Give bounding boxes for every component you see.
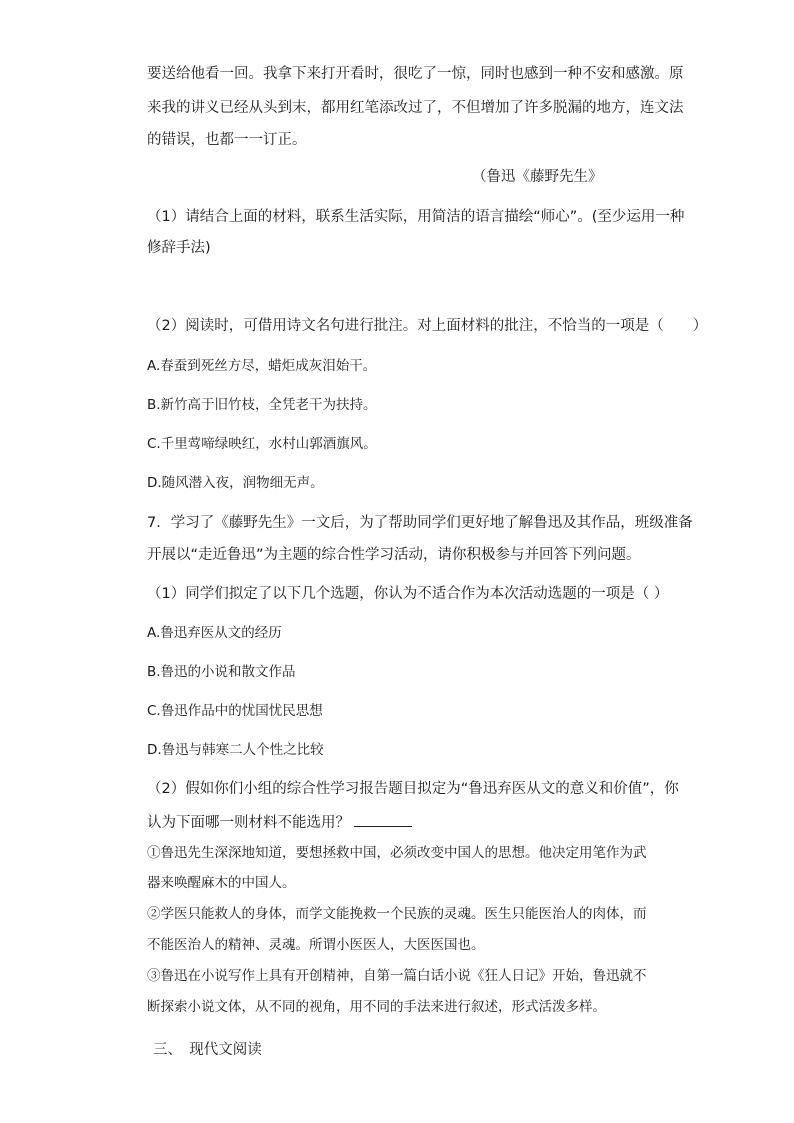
q7-sub1-option-d: D.鲁迅与韩寒二人个性之比较	[147, 742, 324, 758]
q7-sub1-stem: （1）同学们拟定了以下几个选题，你认为不适合作为本次活动选题的一项是（ ）	[147, 586, 669, 602]
passage-line-3: 的错误，也都一一订正。	[147, 132, 307, 148]
q7-sub1-option-a: A.鲁迅弃医从文的经历	[147, 625, 282, 641]
material-2-line-1: ②学医只能救人的身体，而学文能挽救一个民族的灵魂。医生只能医治人的肉体，而	[147, 906, 647, 922]
q7-sub2-stem-line-1: （2）假如你们小组的综合性学习报告题目拟定为“鲁迅弃医从文的意义和价值”，你	[147, 781, 679, 797]
q2-option-d: D.随风潜入夜，润物细无声。	[147, 475, 324, 491]
q1-stem-line-2: 修辞手法)	[147, 240, 211, 256]
q2-stem: （2）阅读时，可借用诗文名句进行批注。对上面材料的批注，不恰当的一项是（ ）	[147, 318, 708, 334]
passage-line-2: 来我的讲义已经从头到末，都用红笔添改过了，不但增加了许多脱漏的地方，连文法	[147, 100, 684, 116]
passage-line-1: 要送给他看一回。我拿下来打开看时，很吃了一惊，同时也感到一种不安和感激。原	[147, 66, 684, 82]
section-heading: 三、 现代文阅读	[153, 1042, 262, 1058]
q2-option-a: A.春蚕到死丝方尽，蜡炬成灰泪始干。	[147, 358, 377, 374]
q7-sub2-stem-line-2	[147, 812, 412, 833]
material-3-line-2: 断探索小说文体，从不同的视角，用不同的手法来进行叙述，形式活泼多样。	[147, 999, 606, 1015]
q2-option-c: C.千里莺啼绿映红，水村山郭酒旗风。	[147, 436, 377, 452]
q1-stem-line-1: （1）请结合上面的材料，联系生活实际，用简洁的语言描绘“师心”。(至少运用一种	[147, 209, 685, 225]
material-1-line-2: 器来唤醒麻木的中国人。	[147, 875, 296, 891]
q7-sub1-option-c: C.鲁迅作品中的忧国忧民思想	[147, 703, 323, 719]
q7-sub1-option-b: B.鲁迅的小说和散文作品	[147, 664, 296, 680]
material-2-line-2: 不能医治人的精神、灵魂。所谓小医医人，大医医国也。	[147, 937, 485, 953]
q7-sub2-stem-text: 认为下面哪一则材料不能选用？	[147, 815, 350, 831]
q7-stem-line-1: 7．学习了《藤野先生》一文后，为了帮助同学们更好地了解鲁迅及其作品，班级准备	[147, 515, 693, 531]
q7-stem-line-2: 开展以“走近鲁迅”为主题的综合性学习活动，请你积极参与并回答下列问题。	[147, 547, 641, 563]
answer-blank	[354, 812, 412, 827]
q2-option-b: B.新竹高于旧竹枝，全凭老干为扶持。	[147, 397, 377, 413]
material-3-line-1: ③鲁迅在小说写作上具有开创精神，自第一篇白话小说《狂人日记》开始，鲁迅就不	[147, 968, 647, 984]
passage-source: （鲁迅《藤野先生》	[472, 169, 603, 185]
material-1-line-1: ①鲁迅先生深深地知道，要想拯救中国，必须改变中国人的思想。他决定用笔作为武	[147, 845, 647, 861]
